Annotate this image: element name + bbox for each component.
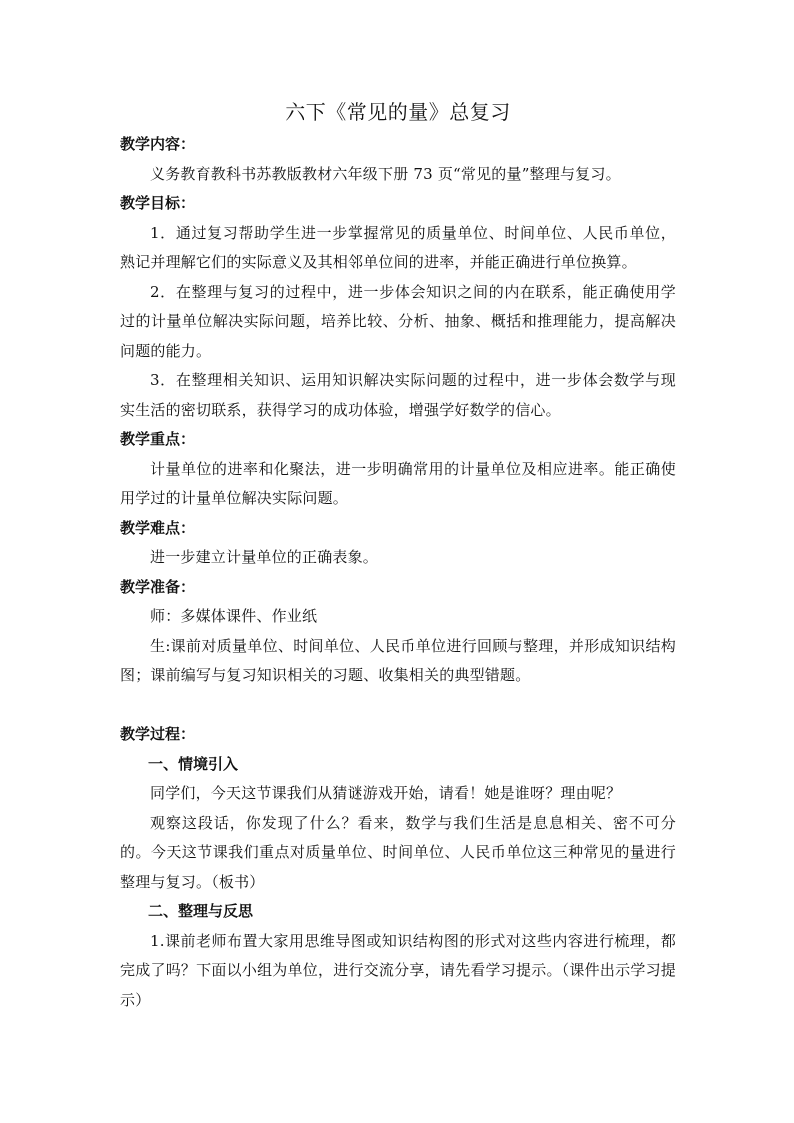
difficulty-text: 进一步建立计量单位的正确表象。 <box>150 548 379 566</box>
key-points-text: 计量单位的进率和化聚法，进一步明确常用的计量单位及相应进率。能正确使用学过的计量单位解决实际问题。 <box>120 459 676 507</box>
section-1-paragraph-2: 观察这段话，你发现了什么？看来，数学与我们生活是息息相关、密不可分的。今天这节课我们重点对质量单位、时间单位、人民币单位这三种常见的量进行整理与复习。（板书） <box>120 813 676 891</box>
document-page <box>120 97 676 1015</box>
blank-line <box>120 691 676 721</box>
teaching-goals-heading: 教学目标： <box>120 194 196 212</box>
section-1-paragraph-1: 同学们，今天这节课我们从猜谜游戏开始，请看！她是谁呀？理由呢？ <box>150 784 622 802</box>
teaching-content-heading: 教学内容： <box>120 135 196 153</box>
preparation-teacher: 师：多媒体课件、作业纸 <box>150 607 318 625</box>
teaching-goal-2: 2．在整理与复习的过程中，进一步体会知识之间的内在联系，能正确使用学过的计量单位解决实际问题，培养比较、分析、抽象、概括和推理能力，提高解决问题的能力。 <box>120 282 676 360</box>
teaching-goal-1: 1．通过复习帮助学生进一步掌握常见的质量单位、时间单位、人民币单位，熟记并理解它们的实际意义及其相邻单位间的进率，并能正确进行单位换算。 <box>120 223 676 271</box>
teaching-goal-3: 3．在整理相关知识、运用知识解决实际问题的过程中，进一步体会数学与现实生活的密切联系，获得学习的成功体验，增强学好数学的信心。 <box>120 371 676 419</box>
section-1-heading: 一、情境引入 <box>148 754 239 773</box>
key-points-heading: 教学重点： <box>120 430 196 448</box>
difficulty-heading: 教学难点： <box>120 518 196 537</box>
preparation-student: 生:课前对质量单位、时间单位、人民币单位进行回顾与整理，并形成知识结构图；课前编写与复习知识相关的习题、收集相关的典型错题。 <box>120 636 676 684</box>
teaching-process-heading: 教学过程： <box>120 725 196 743</box>
section-2-heading: 二、整理与反思 <box>148 902 254 920</box>
teaching-content-text: 义务教育教科书苏教版教材六年级下册 73 页“常见的量”整理与复习。 <box>150 164 621 183</box>
section-2-paragraph-1: 1.课前老师布置大家用思维导图或知识结构图的形式对这些内容进行梳理，都完成了吗？下面以小组为单位，进行交流分享，请先看学习提示。（课件出示学习提示） <box>120 931 676 1009</box>
document-title: 六下《常见的量》总复习 <box>285 100 511 124</box>
preparation-heading: 教学准备： <box>120 577 196 596</box>
